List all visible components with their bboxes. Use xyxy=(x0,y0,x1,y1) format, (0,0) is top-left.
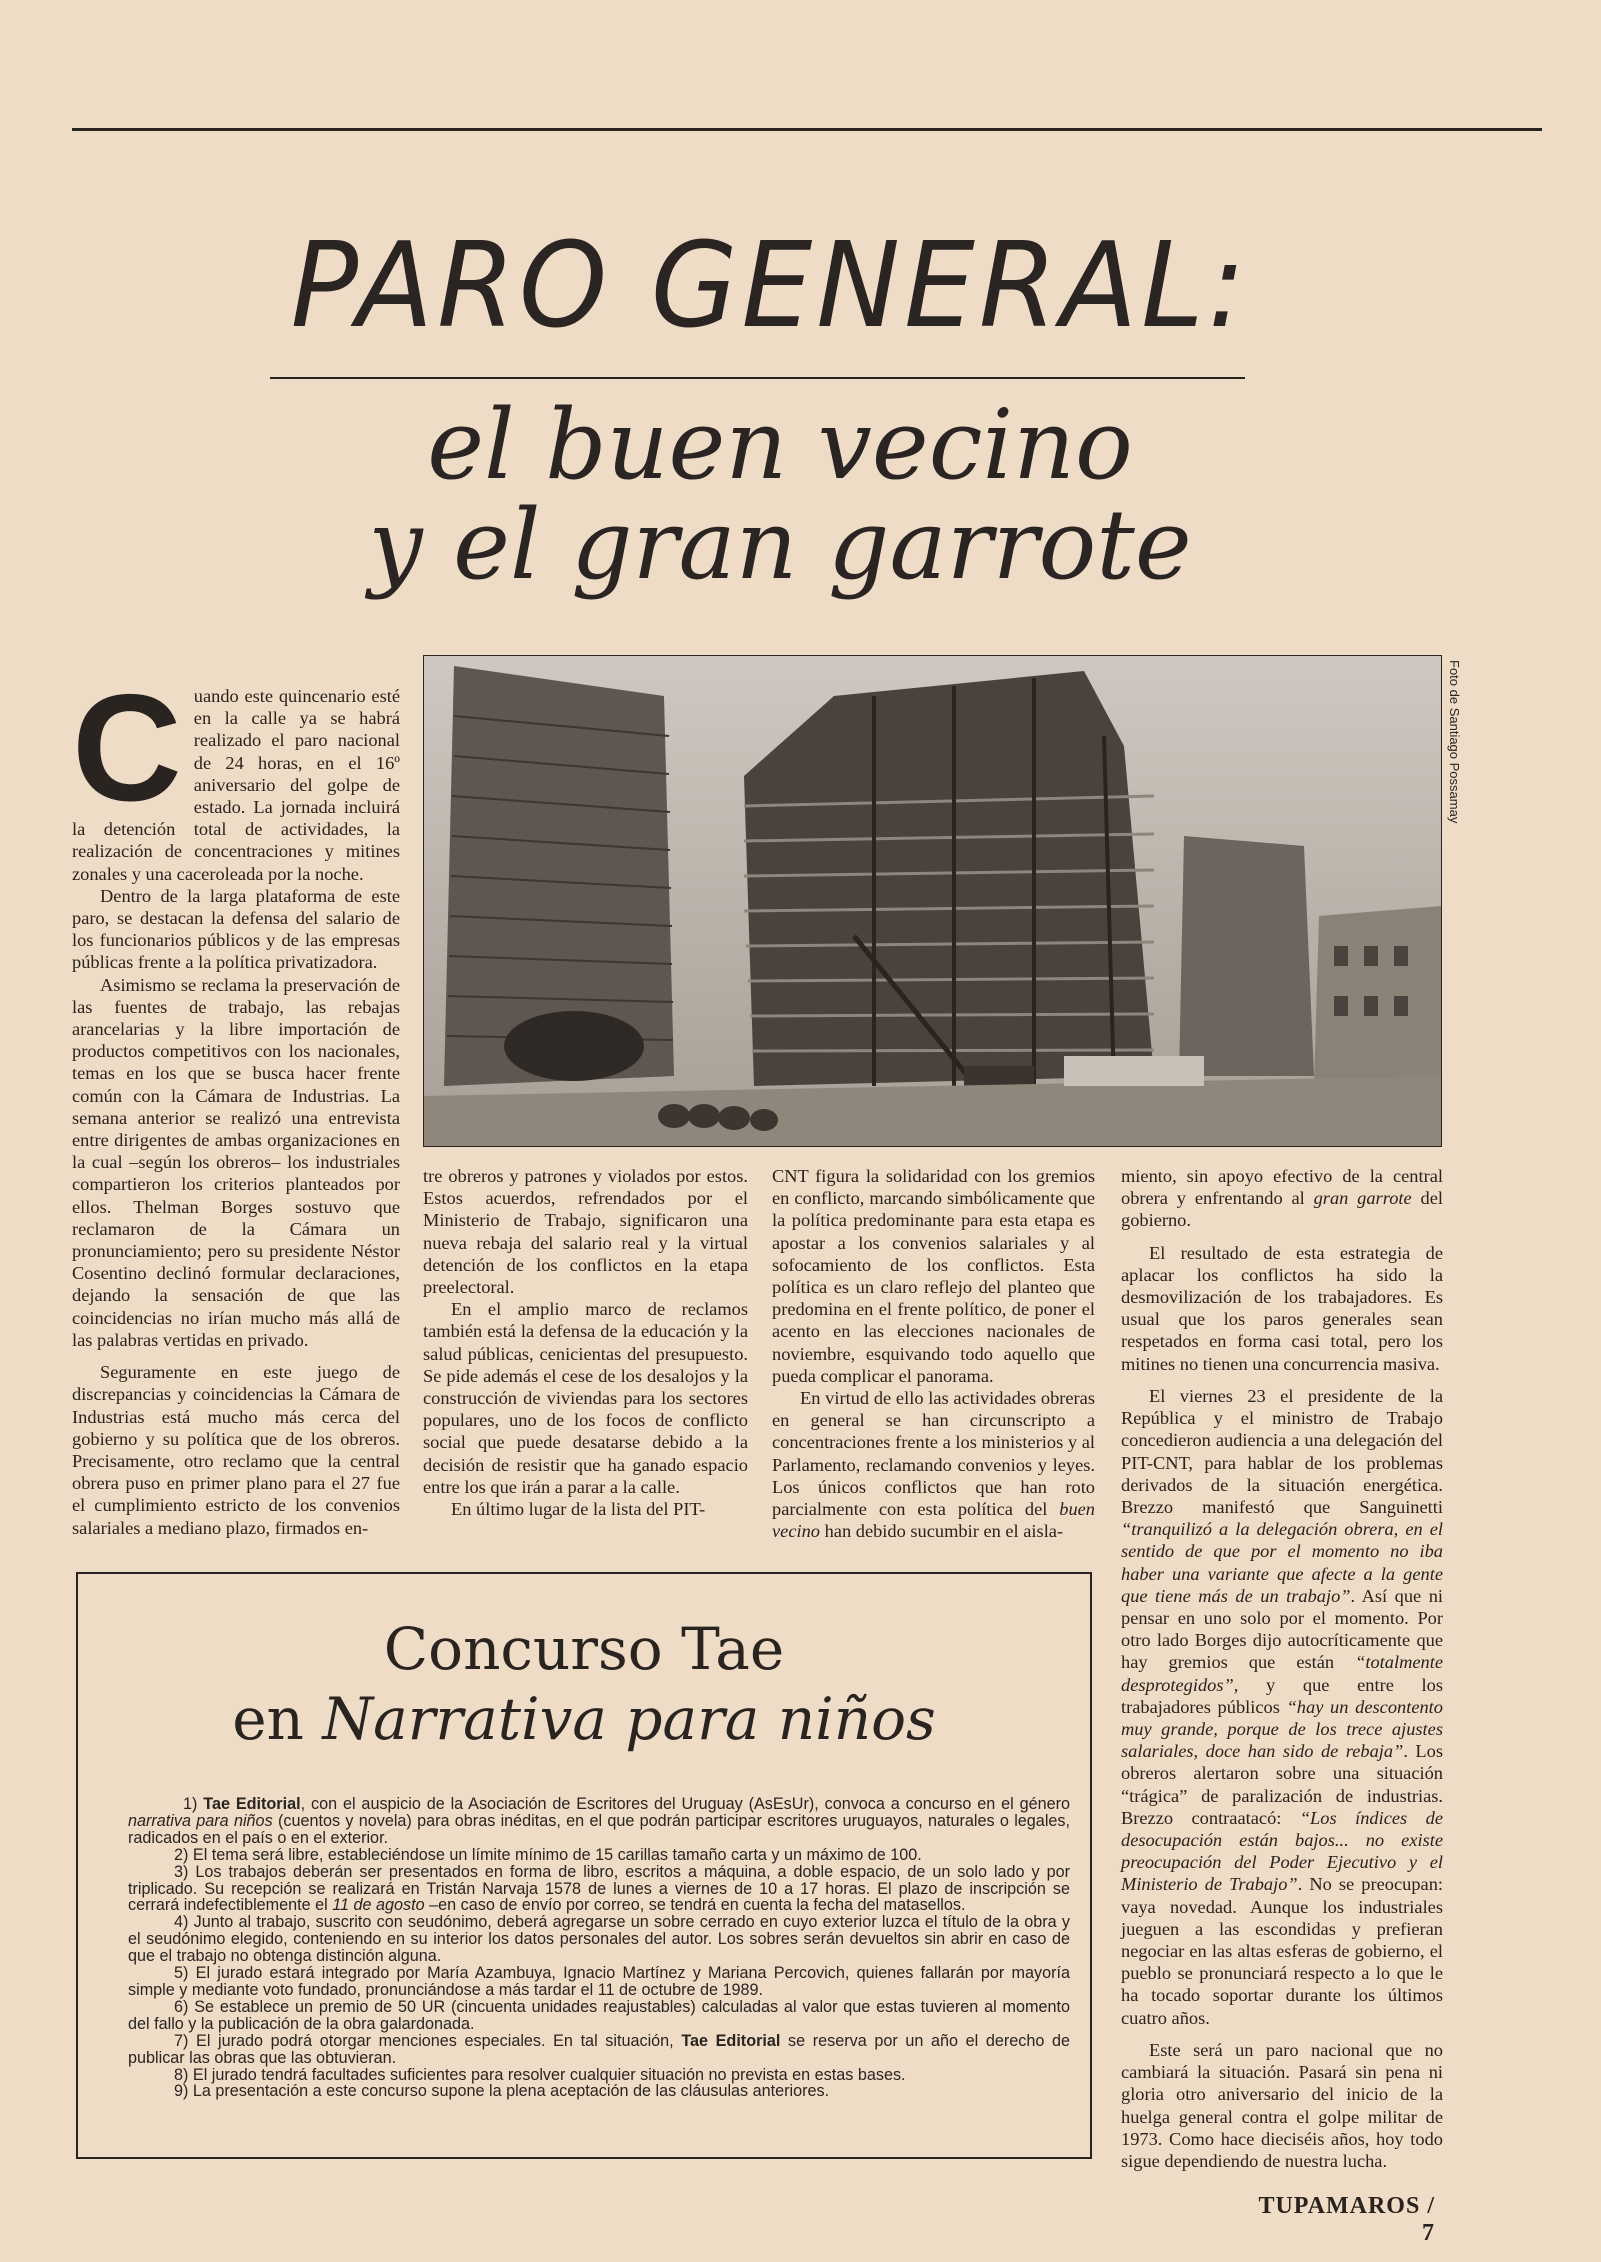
article-paragraph: Este será un paro nacional que no cambiará la situación. Pasará sin pena ni gloria otro aniversario del inicio de la huelga general contra el golpe militar de 1973. Como hace dieciséis años, hoy todo sigue dependiendo de nuestra lucha. xyxy=(1121,2039,1443,2171)
contest-rule: 4) Junto al trabajo, suscrito con seudónimo, deberá agregarse un sobre cerrado en cuyo exterior luzca el título de la obra y el seudónimo elegido, conteniendo en su interior los datos personales del autor. Los sobres serán devueltos sin abrir en caso de que el trabajo no obtenga distinción alguna. xyxy=(128,1913,1070,1966)
contest-rule: 2) El tema será libre, estableciéndose un límite mínimo de 15 carillas tamaño carta y un máximo de 100. xyxy=(174,1845,922,1864)
article-column-4-top xyxy=(1121,1165,1443,1375)
contest-rule: 6) Se establece un premio de 50 UR (cincuenta unidades reajustables) calculadas al valor que estas tuvieren al momento del fallo y la publicación de la obra galardonada. xyxy=(128,1997,1070,2033)
article-column-3 xyxy=(772,1165,1095,1542)
contest-title-line2: en Narrativa para niños xyxy=(232,1685,936,1753)
headline-subtitle-line2: y el gran garrote xyxy=(368,489,1192,601)
article-column-4-bottom xyxy=(1121,1385,1443,2172)
article-column-1 xyxy=(72,663,400,1539)
article-paragraph: El resultado de esta estrategia de aplacar los conflictos ha sido la desmovilización de los trabajadores. Es usual que los paros generales sean respetados en forma casi total, pero los mitines no tienen una concurrencia masiva. xyxy=(1121,1242,1443,1374)
article-paragraph: El viernes 23 el presidente de la República y el ministro de Trabajo concedieron audiencia a una delegación del PIT-CNT, para hablar de los problemas derivados de la situación energética. Brezzo manifestó que Sanguinetti “tranquilizó a la delegación obrera, en el sentido de que por el momento no iba haber una variante que afecte a la gente que tiene más de un trabajo”. Así que ni pensar en uno solo por el momento. Por otro lado Borges dijo autocríticamente que hay gremios que están “totalmente desprotegidos”, y que entre los trabajadores públicos “hay un descontento muy grande, porque de los trece ajustes salariales, doce han sido de rebaja”. Los obreros alertaron sobre una situación “trágica” de paralización de industrias. Brezzo contraatacó: “Los índices de desocupación están bajos... no existe preocupación del Poder Ejecutivo y el Ministerio de Trabajo”. No se preocupan: vaya novedad. Aunque los industriales jueguen a las escondidas y prefieran negociar en las altas esferas de gobierno, el pueblo se pronunciará respecto a lo que le ha tocado soportar durante los últimos cuatro años. xyxy=(1121,1386,1444,2028)
headline-main: PARO GENERAL: xyxy=(290,217,1250,355)
article-paragraph: miento, sin apoyo efectivo de la central obrera y enfrentando al gran garrote del gobierno. xyxy=(1121,1166,1443,1231)
article-paragraph: CNT figura la solidaridad con los gremios en conflicto, marcando simbólicamente que la política predominante para esta etapa es apostar a los convenios salariales y al sofocamiento de los conflictos. Esta política es un claro reflejo del planteo que predomina en el frente político, de poner el acento en las elecciones nacionales de noviembre, esquivando todo aquello que pueda complicar el panorama. xyxy=(772,1166,1095,1386)
contest-title xyxy=(78,1614,1090,1754)
article-paragraph: Dentro de la larga plataforma de este paro, se destacan la defensa del salario de los funcionarios públicos y de las empresas públicas frente a la política privatizadora. xyxy=(72,885,400,973)
contest-title-line1: Concurso Tae xyxy=(383,1615,785,1683)
page-footer: TUPAMAROS / 7 xyxy=(1258,2193,1435,2246)
headline-subtitle xyxy=(300,389,1260,601)
construction-photo xyxy=(423,655,1442,1147)
contest-rule: 8) El jurado tendrá facultades suficientes para resolver cualquier situación no prevista en estas bases. xyxy=(174,2065,906,2084)
article-paragraph: tre obreros y patrones y violados por estos. Estos acuerdos, refrendados por el Ministerio de Trabajo, significaron una nueva rebaja del salario real y la virtual detención de los conflictos en la etapa preelectoral. xyxy=(423,1166,748,1298)
contest-rule: 1) Tae Editorial, con el auspicio de la Asociación de Escritores del Uruguay (AsEsUr), convoca a concurso en el género narrativa para niños (cuentos y novela) para obras inéditas, en el que podrán participar escritores uruguayos, naturales o legales, radicados en el país o en el exterior. xyxy=(128,1795,1071,1847)
article-paragraph: En último lugar de la lista del PIT- xyxy=(451,1499,706,1520)
contest-announcement-box xyxy=(76,1572,1092,2159)
headline-subtitle-line1: el buen vecino xyxy=(427,389,1133,501)
contest-rule: 3) Los trabajos deberán ser presentados en forma de libro, escritos a máquina, a doble espacio, de un solo lado y por triplicado. Su recepción se realizará en Tristán Narvaja 1578 de lunes a viernes de 10 a 17 horas. El plazo de inscripción se cerrará indefectiblemente el 11 de agosto –en caso de envío por correo, se tendrá en cuenta la fecha del matasellos. xyxy=(128,1862,1070,1915)
article-paragraph: En virtud de ello las actividades obreras en general se han circunscripto a concentraciones frente a los ministerios y al Parlamento, reclamando convenios y leyes. Los únicos conflictos que han roto parcialmente con esta política del buen vecino han debido sucumbir en el aisla- xyxy=(772,1388,1095,1542)
article-paragraph: Asimismo se reclama la preservación de las fuentes de trabajo, las rebajas arancelarias y la libre importación de productos competitivos con los nacionales, temas en los que se busca hacer frente común con la Cámara de Industrias. La semana anterior se realizó una entrevista entre dirigentes de ambas organizaciones en la cual –según los obreros– los industriales compartieron los criterios planteados por ellos. Thelman Borges sostuvo que reclamaron de la Cámara un pronunciamiento; pero su presidente Néstor Cosentino declinó formular declaraciones, dejando la sensación de que las coincidencias no irían mucho más allá de las palabras vertidas en privado. xyxy=(72,974,400,1350)
headline-rule xyxy=(270,377,1245,379)
contest-rule: 7) El jurado podrá otorgar menciones especiales. En tal situación, Tae Editorial se reserva por un año el derecho de publicar las obras que las obtuvieran. xyxy=(128,2031,1070,2067)
contest-rules xyxy=(128,1796,1070,2100)
contest-rule: 9) La presentación a este concurso supone la plena aceptación de las cláusulas anteriores. xyxy=(174,2082,830,2101)
article-column-2 xyxy=(423,1165,748,1520)
photo-credit: Foto de Santiago Possamay xyxy=(1447,660,1462,824)
drop-cap: C xyxy=(72,663,182,833)
contest-rule: 5) El jurado estará integrado por María Azambuya, Ignacio Martínez y Mariana Percovich, quienes fallarán por mayoría simple y mediante voto fundado, pronunciándose a más tardar el 11 de octubre de 1989. xyxy=(128,1964,1070,1999)
article-paragraph: Cuando este quincenario esté en la calle ya se habrá realizado el paro nacional de 24 horas, en el 16º aniversario del golpe de estado. La jornada incluirá la detención total de actividades, la realización de concentraciones y mitines zonales y una caceroleada por la noche. xyxy=(72,663,400,884)
article-paragraph: Seguramente en este juego de discrepancias y coincidencias la Cámara de Industrias está mucho más cerca del gobierno y su política que de los obreros. Precisamente, otro reclamo que la central obrera puso en primer plano para el 27 fue el cumplimiento estricto de los convenios salariales a mediano plazo, firmados en- xyxy=(72,1362,400,1538)
article-paragraph: En el amplio marco de reclamos también está la defensa de la educación y la salud públicas, cenicientas del presupuesto. Se pide además el cese de los desalojos y la construcción de viviendas para los sectores populares, uno de los focos de conflicto social que puede desatarse debido a la decisión de resistir que ha ganado espacio entre los que irán a parar a la calle. xyxy=(423,1299,748,1497)
top-rule xyxy=(72,128,1542,131)
